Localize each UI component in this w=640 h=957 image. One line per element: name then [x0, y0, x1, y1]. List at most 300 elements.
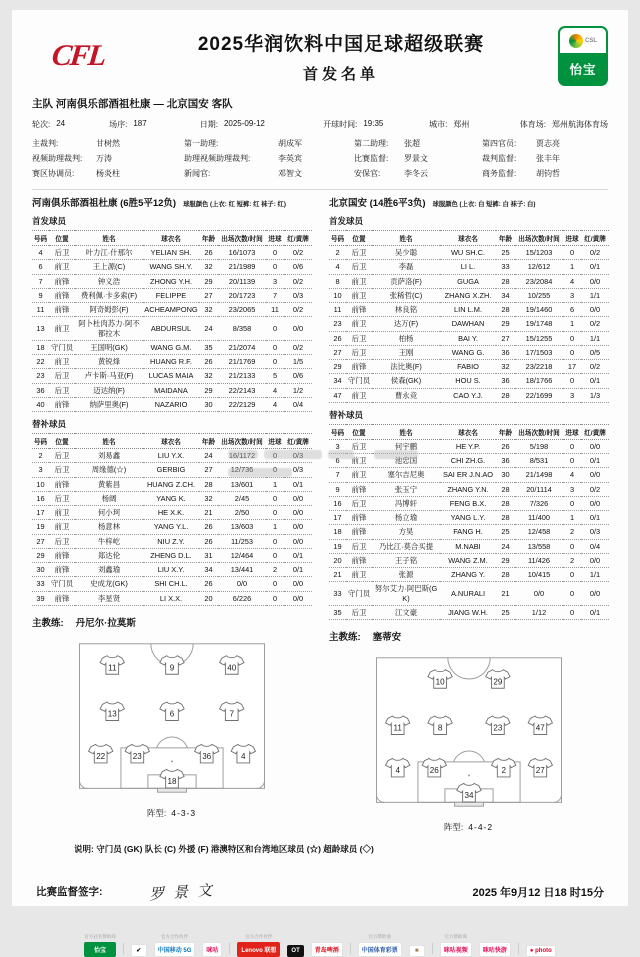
info-value: 24: [56, 119, 66, 128]
player-cell: 前卫: [49, 260, 75, 274]
sponsor-caption: 官方冠名赞助商: [84, 934, 116, 939]
player-cell: SAI ER J.N.AO: [440, 468, 496, 482]
player-row: [329, 496, 609, 510]
column-header: 年龄: [199, 231, 218, 246]
sponsor-chip: 咪咕视频: [440, 942, 472, 957]
column-header: 红/黄牌: [284, 434, 312, 449]
player-cell: 28: [496, 511, 515, 525]
player-row: [329, 539, 609, 553]
info-pair: [184, 136, 354, 151]
svg-text:4: 4: [394, 765, 400, 775]
player-cell: 0/0: [581, 468, 609, 482]
player-cell: 后卫: [49, 463, 75, 477]
player-cell: 0: [266, 449, 284, 463]
player-cell: LUCAS MAIA: [143, 369, 199, 383]
player-cell: 后卫: [49, 491, 75, 505]
player-cell: 王上源(C): [75, 260, 143, 274]
player-cell: 0: [266, 340, 284, 354]
player-cell: 4: [563, 274, 581, 288]
player-cell: 0/0: [581, 303, 609, 317]
player-cell: 8: [329, 274, 346, 288]
player-cell: 13/601: [218, 477, 266, 491]
player-row: [32, 340, 312, 354]
column-header: 姓名: [372, 231, 440, 246]
sponsor-logo: [84, 934, 116, 957]
info-label: 体育场:: [519, 120, 546, 129]
player-row: [32, 355, 312, 369]
player-cell: 26: [199, 520, 218, 534]
player-cell: 21/2133: [218, 369, 266, 383]
csl-swirl-icon: [569, 34, 583, 48]
home-starters-table: [32, 230, 312, 412]
player-cell: 18: [329, 525, 346, 539]
officials-block: [32, 136, 608, 181]
info-label: 安保官:: [354, 169, 381, 178]
player-cell: 池忠国: [372, 454, 440, 468]
away-coach-line: [329, 629, 608, 643]
player-row: [32, 397, 312, 411]
player-cell: 6: [32, 260, 49, 274]
player-cell: HUANG Z.CH.: [143, 477, 199, 491]
player-cell: 0/2: [284, 274, 312, 288]
svg-text:47: 47: [535, 723, 545, 733]
player-cell: 法比奥(F): [372, 360, 440, 374]
sponsor-divider: [432, 943, 433, 954]
player-cell: 15/1255: [515, 331, 563, 345]
player-cell: 3: [563, 288, 581, 302]
column-header: 姓名: [75, 231, 143, 246]
home-team-header: [32, 195, 311, 209]
player-cell: 28: [496, 388, 515, 402]
page-title: 2025华润饮料中国足球超级联赛: [197, 33, 485, 55]
player-cell: 9: [329, 482, 346, 496]
player-cell: 10/255: [515, 288, 563, 302]
info-label: 城市:: [429, 120, 448, 129]
column-header: 进球: [266, 231, 284, 246]
header: [32, 26, 608, 86]
player-cell: 前锋: [346, 303, 372, 317]
sponsor-divider: [518, 943, 519, 954]
svg-text:4: 4: [240, 751, 246, 761]
sponsor-divider: [229, 943, 230, 954]
player-row: [329, 482, 609, 496]
sponsor-caption: [287, 937, 303, 943]
player-cell: 21/1989: [218, 260, 266, 274]
player-row: [329, 468, 609, 482]
player-cell: 11/426: [515, 553, 563, 567]
player-cell: 11: [266, 303, 284, 317]
player-cell: 7/326: [515, 496, 563, 510]
sponsor-caption: 官方合作伙伴: [161, 934, 189, 939]
player-cell: 40: [32, 397, 49, 411]
player-row: [32, 369, 312, 383]
player-cell: 何小珂: [75, 506, 143, 520]
player-cell: 后卫: [346, 439, 372, 453]
info-label: 赛区协调员:: [32, 169, 75, 178]
player-cell: 32: [199, 260, 218, 274]
player-row: [32, 577, 312, 591]
player-cell: 3: [266, 274, 284, 288]
player-cell: 0/1: [581, 260, 609, 274]
player-cell: 4: [563, 468, 581, 482]
player-cell: 0/1: [284, 563, 312, 577]
player-cell: 达万(F): [372, 317, 440, 331]
info-label: 商务监督:: [482, 169, 517, 178]
player-row: [32, 463, 312, 477]
player-cell: 26: [329, 331, 346, 345]
player-cell: 0/2: [581, 246, 609, 260]
player-cell: 5/198: [515, 439, 563, 453]
home-team-name: 河南俱乐部酒祖杜康 (6胜5平12负): [32, 198, 177, 209]
signature-datetime: 2025 年9月12 日18 时15分: [472, 886, 604, 899]
sponsor-divider: [350, 943, 351, 954]
info-label: 助理视频助理裁判:: [184, 154, 251, 163]
column-header: 姓名: [75, 434, 143, 449]
player-cell: LIN L.M.: [440, 303, 496, 317]
player-cell: 侯森(GK): [372, 374, 440, 388]
player-row: [329, 605, 609, 619]
column-header: 号码: [32, 434, 49, 449]
away-team-column: [329, 195, 608, 833]
player-cell: 张玉宁: [372, 482, 440, 496]
player-row: [329, 317, 609, 331]
player-cell: 守门员: [49, 340, 75, 354]
away-starters-table: [329, 230, 609, 403]
info-pair: [200, 119, 323, 130]
player-cell: 1/1: [581, 288, 609, 302]
player-cell: 26: [199, 355, 218, 369]
player-cell: 0: [266, 355, 284, 369]
player-cell: 林良铭: [372, 303, 440, 317]
player-cell: GERBIG: [143, 463, 199, 477]
info-pair: [109, 119, 200, 130]
player-cell: 32: [199, 369, 218, 383]
info-value: 罗景文: [404, 154, 428, 163]
player-row: [32, 491, 312, 505]
player-cell: 0/0: [581, 274, 609, 288]
player-row: [32, 246, 312, 260]
player-cell: LI X.X.: [143, 591, 199, 605]
player-cell: 前卫: [346, 388, 372, 402]
player-cell: HOU S.: [440, 374, 496, 388]
player-cell: 26: [199, 246, 218, 260]
info-pair: [32, 151, 184, 166]
player-cell: 冯博轩: [372, 496, 440, 510]
sponsor-divider: [123, 943, 124, 954]
player-cell: 0: [563, 568, 581, 582]
sponsor-chip: ■: [409, 945, 425, 957]
sponsor-caption: [131, 936, 147, 942]
player-row: [32, 520, 312, 534]
player-cell: 21/1498: [515, 468, 563, 482]
player-cell: 12/736: [218, 463, 266, 477]
player-cell: 0: [563, 345, 581, 359]
player-cell: 0/0: [284, 506, 312, 520]
player-cell: 0/2: [581, 360, 609, 374]
sponsor-caption: 官方赞助商: [368, 934, 392, 939]
player-cell: 0/1: [581, 374, 609, 388]
sponsor-logo: [237, 934, 280, 957]
column-header: 球衣名: [440, 424, 496, 439]
player-cell: 23/2218: [515, 360, 563, 374]
player-cell: 1/12: [515, 605, 563, 619]
info-label: 第二助理:: [354, 139, 389, 148]
info-value: 187: [133, 119, 147, 128]
away-team-name: 北京国安 (14胜6平3负): [329, 198, 426, 209]
sponsor-caption: [479, 934, 511, 940]
info-label: 第四官员:: [482, 139, 517, 148]
player-cell: 卢卡斯·马亚(F): [75, 369, 143, 383]
player-row: [32, 591, 312, 605]
player-cell: 前锋: [49, 477, 75, 491]
player-cell: 前锋: [346, 482, 372, 496]
player-cell: 12/458: [515, 525, 563, 539]
player-cell: 钟义浩: [75, 274, 143, 288]
info-value: 张超: [404, 139, 420, 148]
signature-label: 比赛监督签字:: [36, 886, 103, 898]
home-coach-name: 丹尼尔·拉莫斯: [75, 617, 136, 629]
player-cell: 王国明(GK): [75, 340, 143, 354]
info-pair: [354, 136, 482, 151]
player-cell: 1/1: [581, 331, 609, 345]
player-cell: 0: [266, 577, 284, 591]
svg-text:27: 27: [535, 765, 545, 775]
player-cell: 6/226: [218, 591, 266, 605]
player-cell: 8/531: [515, 454, 563, 468]
player-cell: 30: [496, 468, 515, 482]
sponsor-chip: 青岛啤酒: [311, 942, 343, 957]
svg-text:23: 23: [492, 723, 502, 733]
sponsor-chip: 咪咕: [202, 942, 222, 957]
player-cell: 2: [32, 449, 49, 463]
player-cell: 15/1203: [515, 246, 563, 260]
info-value: 郑州航海体育场: [551, 120, 608, 129]
player-cell: 0/1: [581, 511, 609, 525]
player-cell: 21: [496, 582, 515, 606]
away-formation-label: 阵型: 4-4-2: [443, 822, 494, 832]
player-cell: 0: [563, 374, 581, 388]
player-cell: 前卫: [49, 355, 75, 369]
info-value: 李英宾: [278, 154, 302, 163]
player-cell: 33: [496, 260, 515, 274]
player-cell: 29: [199, 274, 218, 288]
player-cell: 王子铭: [372, 553, 440, 567]
svg-text:9: 9: [169, 663, 174, 673]
player-row: [329, 439, 609, 453]
player-cell: 张稀哲(C): [372, 288, 440, 302]
player-cell: 1: [563, 317, 581, 331]
player-cell: ZHONG Y.H.: [143, 274, 199, 288]
player-cell: 21: [199, 506, 218, 520]
svg-text:7: 7: [228, 709, 234, 719]
player-cell: 16: [32, 491, 49, 505]
column-header: 红/黄牌: [581, 231, 609, 246]
player-cell: 江文豪: [372, 605, 440, 619]
player-cell: 20/1139: [218, 274, 266, 288]
column-header: 出场次数/时间: [218, 231, 266, 246]
player-cell: 8/358: [218, 317, 266, 341]
info-value: 郑州: [453, 120, 470, 129]
player-cell: CHI ZH.G.: [440, 454, 496, 468]
column-header-row: [32, 434, 312, 449]
player-cell: 1: [563, 511, 581, 525]
player-cell: 张源: [372, 568, 440, 582]
info-label: 日期:: [199, 120, 218, 129]
player-cell: 后卫: [49, 449, 75, 463]
column-header: 年龄: [199, 434, 218, 449]
player-cell: 0/5: [581, 345, 609, 359]
player-cell: 33: [329, 582, 346, 606]
player-row: [329, 260, 609, 274]
player-cell: 0/0: [284, 317, 312, 341]
player-cell: 后卫: [49, 369, 75, 383]
player-cell: 36: [496, 374, 515, 388]
player-cell: 0: [266, 317, 284, 341]
player-cell: 6: [329, 454, 346, 468]
info-value: 邓智文: [278, 169, 302, 178]
info-pair: [32, 136, 184, 151]
player-cell: 守门员: [346, 582, 372, 606]
player-cell: WANG SH.Y.: [143, 260, 199, 274]
player-cell: 19/1748: [515, 317, 563, 331]
player-cell: ZHANG Y.: [440, 568, 496, 582]
info-value: 李冬云: [404, 169, 428, 178]
player-cell: 3: [563, 388, 581, 402]
home-team-column: [32, 195, 311, 833]
player-cell: 27: [199, 463, 218, 477]
player-cell: 努尔艾力·阿巴斯(GK): [372, 582, 440, 606]
coach-label: 主教练:: [329, 632, 361, 643]
info-pair: [482, 166, 608, 181]
player-cell: 刘鑫瑜: [75, 563, 143, 577]
column-header: 年龄: [496, 424, 515, 439]
column-header: 进球: [563, 424, 581, 439]
info-pair: [429, 119, 520, 130]
player-cell: M.NABI: [440, 539, 496, 553]
player-cell: 后卫: [346, 539, 372, 553]
player-cell: 18: [32, 340, 49, 354]
player-cell: 13/441: [218, 563, 266, 577]
yibao-logo: 怡宝: [560, 53, 606, 84]
info-value: 万涛: [96, 154, 112, 163]
player-cell: FELIPPE: [143, 288, 199, 302]
player-cell: 刘易鑫: [75, 449, 143, 463]
svg-text:11: 11: [107, 663, 116, 673]
player-cell: 29: [32, 548, 49, 562]
column-header-row: [329, 231, 609, 246]
player-cell: 杨立瑜: [372, 511, 440, 525]
player-cell: 塞尔吉尼奥: [372, 468, 440, 482]
column-header: 号码: [329, 231, 346, 246]
home-subs-label: 替补球员: [32, 419, 67, 429]
player-cell: 0: [563, 582, 581, 606]
player-cell: 0/0: [218, 577, 266, 591]
column-header: 出场次数/时间: [515, 231, 563, 246]
sponsor-chip: 中国体育彩票: [358, 942, 402, 957]
player-cell: 39: [32, 591, 49, 605]
player-cell: 前卫: [346, 274, 372, 288]
player-cell: YANG Y.L.: [143, 520, 199, 534]
player-row: [32, 288, 312, 302]
player-cell: 前锋: [346, 553, 372, 567]
player-cell: 32: [199, 491, 218, 505]
player-cell: 3: [563, 482, 581, 496]
home-kit-colors: 球服颜色 (上衣: 红 短裤: 红 袜子: 红): [183, 201, 286, 208]
player-cell: 25: [496, 246, 515, 260]
player-cell: 25: [496, 525, 515, 539]
sponsor-logo: [154, 934, 196, 957]
player-cell: 33: [32, 577, 49, 591]
player-cell: 周缘德(☆): [75, 463, 143, 477]
player-row: [329, 288, 609, 302]
player-cell: 0/2: [581, 317, 609, 331]
player-cell: 24: [199, 317, 218, 341]
player-cell: FABIO: [440, 360, 496, 374]
player-cell: 0: [266, 246, 284, 260]
column-header: 位置: [49, 231, 75, 246]
sponsor-logo: [131, 936, 147, 957]
player-cell: 前卫: [49, 317, 75, 341]
player-row: [329, 454, 609, 468]
player-cell: 28: [496, 568, 515, 582]
away-kit-colors: 球服颜色 (上衣: 白 短裤: 白 袜子: 白): [432, 201, 536, 208]
player-cell: ABDURSUL: [143, 317, 199, 341]
player-cell: 0: [266, 491, 284, 505]
column-header-row: [329, 424, 609, 439]
info-pair: [482, 136, 608, 151]
player-cell: 前锋: [49, 397, 75, 411]
column-header: 出场次数/时间: [218, 434, 266, 449]
player-cell: 3: [329, 439, 346, 453]
player-cell: 29: [329, 360, 346, 374]
info-pair: [482, 151, 608, 166]
away-pitch: [363, 650, 575, 814]
player-cell: 23: [329, 317, 346, 331]
column-header: 位置: [346, 231, 372, 246]
svg-text:22: 22: [95, 751, 105, 761]
player-cell: 7: [32, 274, 49, 288]
column-header: 球衣名: [143, 231, 199, 246]
column-header: 进球: [563, 231, 581, 246]
player-cell: 何宇鹏: [372, 439, 440, 453]
player-cell: 前卫: [346, 454, 372, 468]
player-row: [32, 274, 312, 288]
home-starters-label: 首发球员: [32, 216, 67, 226]
player-cell: 0/2: [284, 246, 312, 260]
player-cell: 费利佩·卡多索(F): [75, 288, 143, 302]
player-cell: NIU Z.Y.: [143, 534, 199, 548]
player-cell: 16/1172: [218, 449, 266, 463]
sponsor-chip: 中国移动 5G: [154, 942, 196, 957]
player-cell: 后卫: [49, 246, 75, 260]
player-cell: 0/0: [284, 491, 312, 505]
player-cell: 0/0: [581, 496, 609, 510]
player-cell: 纳萨里奥(F): [75, 397, 143, 411]
player-cell: 1: [563, 260, 581, 274]
player-cell: 19: [32, 520, 49, 534]
player-row: [329, 374, 609, 388]
svg-text:34: 34: [464, 791, 473, 801]
info-value: 杨炎柱: [96, 169, 120, 178]
player-cell: 0/3: [581, 525, 609, 539]
player-cell: 0: [266, 534, 284, 548]
player-cell: 1/5: [284, 355, 312, 369]
player-cell: 13/603: [218, 520, 266, 534]
player-row: [32, 383, 312, 397]
player-cell: ZHANG Y.N.: [440, 482, 496, 496]
svg-text:6: 6: [169, 709, 174, 719]
player-cell: 9: [32, 288, 49, 302]
